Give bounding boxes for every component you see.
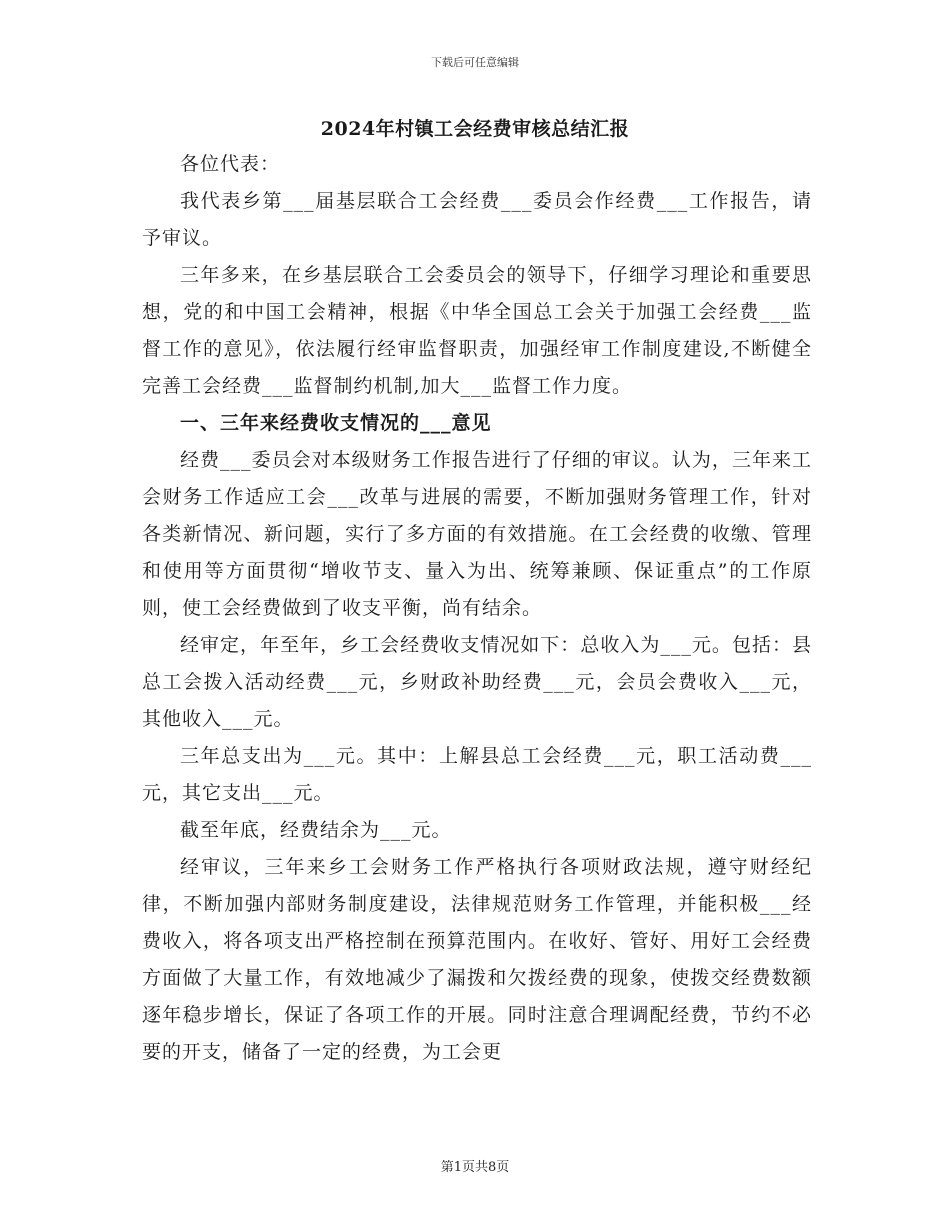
salutation-paragraph: 各位代表： xyxy=(180,153,281,175)
document-body xyxy=(142,146,812,1071)
expenditure-paragraph: 三年总支出为___元。其中：上解县总工会经费___元，职工活动费___元，其它支出___元。 xyxy=(142,745,812,804)
page-number: 第1页共8页 xyxy=(440,1160,510,1175)
section-heading: 一、三年来经费收支情况的___意见 xyxy=(180,412,492,434)
background-paragraph: 三年多来，在乡基层联合工会委员会的领导下，仔细学习理论和重要思想，党的和中国工会精神，根据《中华全国总工会关于加强工会经费___监督工作的意见》，依法履行经审监督职责，加强经审工作制度建设,不断健全完善工会经费___监督制约机制,加大___监督工作力度。 xyxy=(142,264,812,397)
income-paragraph: 经审定，年至年，乡工会经费收支情况如下：总收入为___元。包括：县总工会拨入活动经费___元，乡财政补助经费___元，会员会费收入___元，其他收入___元。 xyxy=(142,634,812,730)
assessment-paragraph: 经审议，三年来乡工会财务工作严格执行各项财政法规，遵守财经纪律，不断加强内部财务制度建设，法律规范财务工作管理，并能积极___经费收入，将各项支出严格控制在预算范围内。在收好、管好、用好工会经费方面做了大量工作，有效地减少了漏拨和欠拨经费的现象，使拨交经费数额逐年稳步增长，保证了各项工作的开展。同时注意合理调配经费，节约不必要的开支，储备了一定的经费，为工会更 xyxy=(142,856,812,1063)
document-title: 2024年村镇工会经费审核总结汇报 xyxy=(320,118,630,140)
intro-paragraph: 我代表乡第___届基层联合工会经费___委员会作经费___工作报告，请予审议。 xyxy=(142,190,812,249)
review-paragraph: 经费___委员会对本级财务工作报告进行了仔细的审议。认为，三年来工会财务工作适应工会___改革与进展的需要，不断加强财务管理工作，针对各类新情况、新问题，实行了多方面的有效措施。在工会经费的收缴、管理和使用等方面贯彻“增收节支、量入为出、统筹兼顾、保证重点”的工作原则，使工会经费做到了收支平衡，尚有结余。 xyxy=(142,449,812,619)
page-header-note: 下载后可任意编辑 xyxy=(431,56,519,69)
balance-paragraph: 截至年底，经费结余为___元。 xyxy=(180,819,452,841)
